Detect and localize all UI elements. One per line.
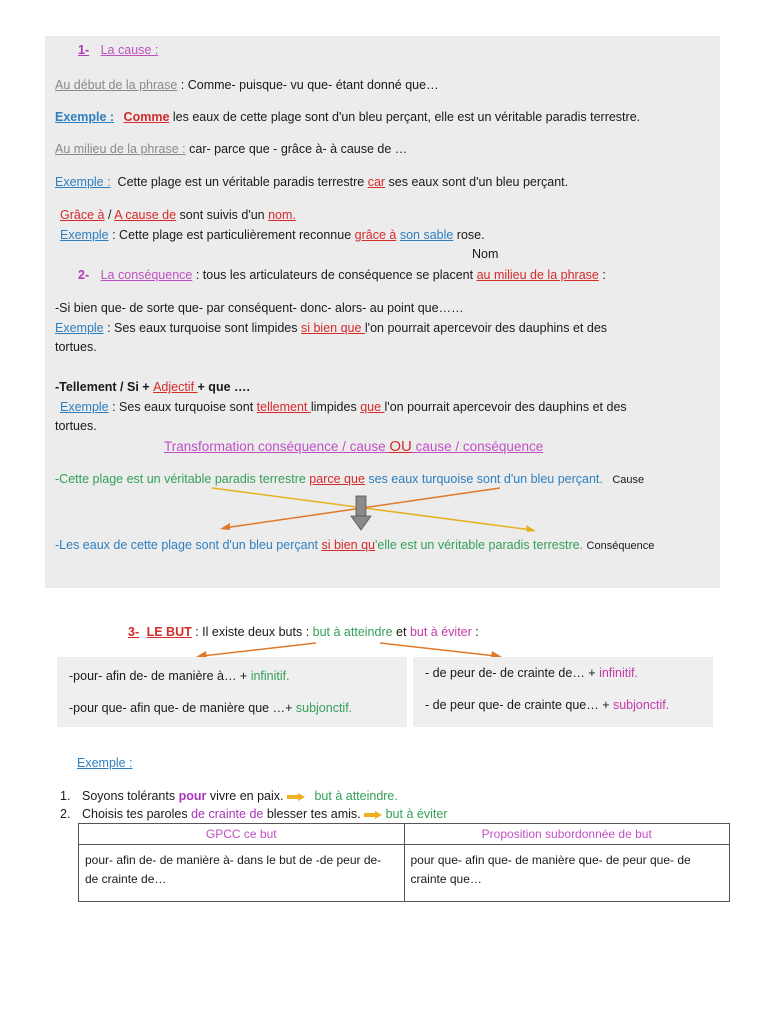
connector: si bien que <box>300 321 365 335</box>
table-header-proposition: Proposition subordonnée de but <box>404 824 730 845</box>
text: -pour que- afin que- de manière que …+ <box>69 701 296 715</box>
cause-milieu-line <box>55 142 407 156</box>
text: 'elle est un véritable paradis terrestre. <box>374 538 584 552</box>
consequence-example-2 <box>60 400 627 414</box>
text: : Ses eaux turquoise sont limpides <box>103 321 301 335</box>
text: -Les eaux de cette plage sont d'un bleu perçant <box>55 538 322 552</box>
keyword: Adjectif <box>153 380 198 394</box>
text: blesser tes amis. <box>263 807 361 821</box>
text: l'on pourrait apercevoir des dauphins et des <box>364 321 608 335</box>
text: Transformation conséquence / cause <box>164 439 390 454</box>
connector: car <box>367 175 386 189</box>
text: : <box>598 268 606 282</box>
section-but-heading <box>128 625 479 639</box>
example-label: Exemple <box>60 228 109 242</box>
but-eviter-box <box>413 657 713 727</box>
text: car- parce que - grâce à- à cause de … <box>185 142 408 156</box>
transformation-sentence-consequence <box>55 538 654 552</box>
keyword: nom. <box>268 208 296 222</box>
connector: Grâce à <box>60 208 105 222</box>
label: Au milieu de la phrase : <box>55 142 186 156</box>
section-title: LE BUT <box>146 625 192 639</box>
text: : Cette plage est particulièrement reconnue <box>108 228 355 242</box>
but-table <box>78 823 730 902</box>
cause-tag: Cause <box>612 474 645 486</box>
connector: de crainte de <box>191 807 264 821</box>
item-number: 1. <box>60 789 71 803</box>
text: Cette plage est un véritable paradis terrestre <box>110 175 368 189</box>
text: : <box>471 625 479 639</box>
item-number: 2. <box>60 807 71 821</box>
but-example-label: Exemple : <box>77 756 133 770</box>
example-label: Exemple : <box>55 175 111 189</box>
mode-infinitif: infinitif. <box>599 666 638 680</box>
connector: si bien qu <box>321 538 375 552</box>
connector: que <box>360 400 385 414</box>
text: -pour- afin de- de manière à… + <box>69 669 251 683</box>
arrow-right-icon <box>287 793 305 801</box>
example-label: Exemple <box>60 400 109 414</box>
connector: pour <box>178 789 207 803</box>
text: ses eaux turquoise sont d'un bleu perçant. <box>364 472 603 486</box>
connector: parce que <box>309 472 365 486</box>
connector: A cause de <box>114 208 177 222</box>
consequence-tag: Conséquence <box>586 540 655 552</box>
section-title: La cause : <box>100 43 159 57</box>
noun-group: son sable <box>399 228 454 242</box>
text: vivre en paix. <box>206 789 284 803</box>
consequence-connectors-list: -Si bien que- de sorte que- par conséquent- donc- alors- au point que…… <box>55 301 464 315</box>
but-example-item-1 <box>60 789 398 803</box>
table-cell-proposition: pour que- afin que- de manière que- de peur que- de crainte que… <box>404 845 730 902</box>
but-type: but à atteindre. <box>314 789 398 803</box>
text: Soyons tolérants <box>82 789 179 803</box>
example-label: Exemple : <box>55 110 115 124</box>
mode-infinitif: infinitif. <box>250 669 290 683</box>
table-header-row <box>79 824 730 845</box>
nom-annotation: Nom <box>472 247 499 261</box>
connector: tellement <box>256 400 311 414</box>
example-label: Exemple <box>55 321 104 335</box>
consequence-example-1-cont: tortues. <box>55 340 97 354</box>
text: - de peur de- de crainte de… + <box>425 666 600 680</box>
text: : tous les articulateurs de conséquence se placent <box>192 268 477 282</box>
tellement-rule <box>55 380 250 394</box>
section-title: La conséquence <box>100 268 193 282</box>
text: : Il existe deux buts : <box>191 625 313 639</box>
consequence-example-1 <box>55 321 607 335</box>
connector: grâce à <box>354 228 397 242</box>
keyword: au milieu de la phrase <box>476 268 599 282</box>
text: Choisis tes paroles <box>82 807 192 821</box>
connector: Comme <box>123 110 170 124</box>
arrow-right-icon <box>364 811 382 819</box>
text: limpides <box>310 400 361 414</box>
text: / <box>104 208 115 222</box>
mode-subjonctif: subjonctif. <box>295 701 353 715</box>
but-eviter-label: but à éviter <box>409 625 472 639</box>
text: sont suivis d'un <box>176 208 269 222</box>
text: rose. <box>453 228 485 242</box>
section-number: 1- <box>78 43 90 57</box>
text: -Cette plage est un véritable paradis terrestre <box>55 472 310 486</box>
but-example-item-2 <box>60 807 447 821</box>
text: l'on pourrait apercevoir des dauphins et des <box>384 400 627 414</box>
text: -Tellement / Si + <box>55 380 154 394</box>
text: cause / conséquence <box>411 439 544 454</box>
text: ses eaux sont d'un bleu perçant. <box>385 175 569 189</box>
transformation-arrows <box>210 484 550 534</box>
section-consequence-heading <box>78 268 606 282</box>
text: : Ses eaux turquoise sont <box>108 400 257 414</box>
cause-debut-line <box>55 78 439 92</box>
table-row <box>79 845 730 902</box>
transformation-title <box>164 438 543 455</box>
section-cause-heading <box>78 43 158 57</box>
but-atteindre-box <box>57 657 407 727</box>
mode-subjonctif: subjonctif. <box>612 698 670 712</box>
keyword: OU <box>389 438 412 455</box>
text: et <box>392 625 410 639</box>
but-type: but à éviter <box>385 807 448 821</box>
text: les eaux de cette plage sont d'un bleu perçant, elle est un véritable paradis terrestre. <box>169 110 641 124</box>
section-number: 3- <box>128 625 140 639</box>
table-cell-gpcc: pour- afin de- de manière à- dans le but de -de peur de- de crainte de… <box>79 845 405 902</box>
text: : Comme- puisque- vu que- étant donné que… <box>177 78 439 92</box>
label: Au début de la phrase <box>55 78 178 92</box>
section-number: 2- <box>78 268 90 282</box>
cause-example-3 <box>60 228 485 242</box>
table-header-gpcc: GPCC ce but <box>79 824 405 845</box>
cause-example-2 <box>55 175 568 189</box>
but-atteindre-label: but à atteindre <box>312 625 393 639</box>
cause-grace-line <box>60 208 296 222</box>
text: - de peur que- de crainte que… + <box>425 698 613 712</box>
cause-example-1 <box>55 110 640 124</box>
text: + que …. <box>197 380 250 394</box>
consequence-example-2-cont: tortues. <box>55 419 97 433</box>
